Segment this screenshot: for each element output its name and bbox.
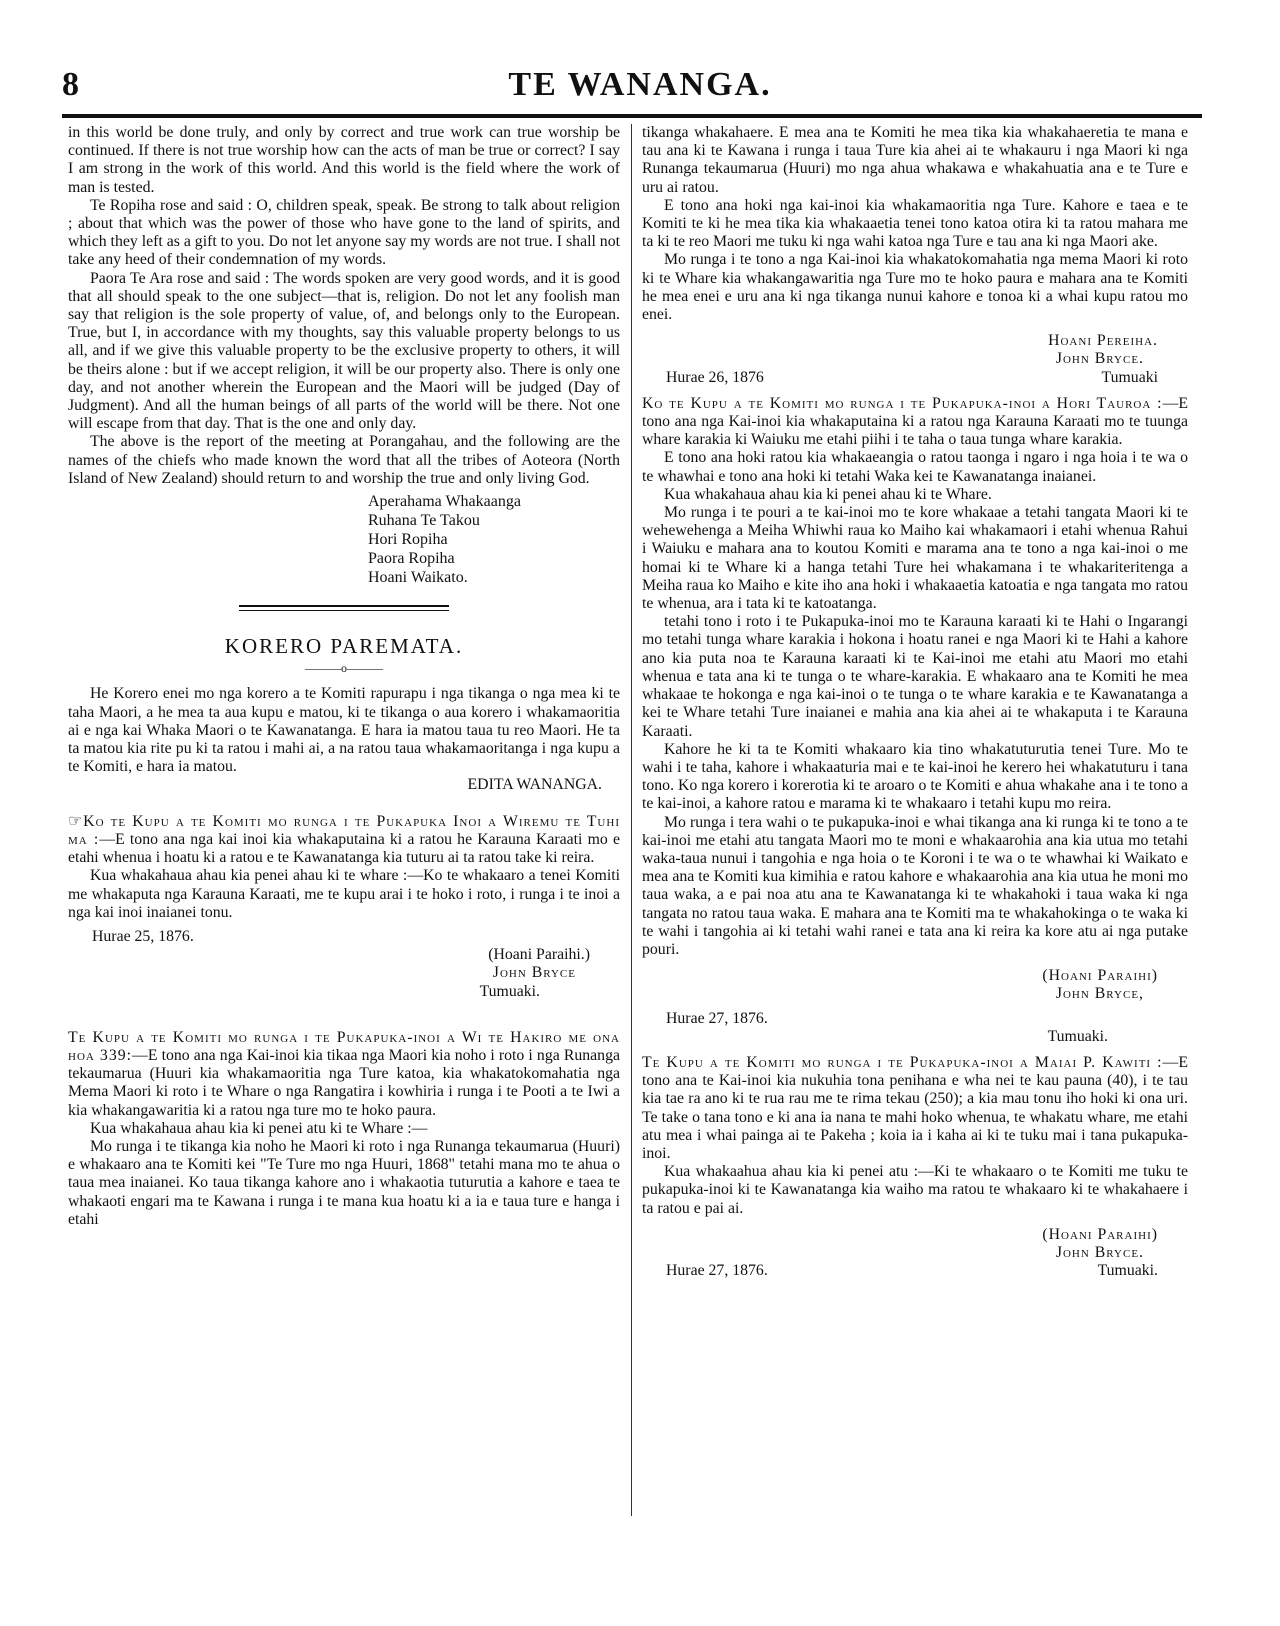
signature-3-date: Hurae 27, 1876. xyxy=(666,1262,768,1280)
report-2-paragraph-2: Kua whakahaua ahau kia ki penei atu ki te Whare :— xyxy=(90,1119,428,1137)
page-number: 8 xyxy=(62,66,79,103)
report-1-signature: (Hoani Paraihi.) xyxy=(488,946,590,964)
signature-2-name: (Hoani Paraihi) xyxy=(1042,967,1158,985)
signature-2-title: Tumuaki. xyxy=(1047,1027,1108,1045)
signature-3-name-2: John Bryce. xyxy=(1055,1243,1144,1261)
section-title: KORERO PAREMATA. xyxy=(224,634,464,659)
signature-1-name-2: John Bryce. xyxy=(1055,350,1144,368)
report-4-body: —E tono ana te Kai-inoi kia nukuhia tona penihana e wha nei te kau pauna (40), i te tau kia tae ra ano ki te rua rau me te rima tekau (250); a kia mau tonu iho hoki ki ona uri. Te take o tana tono e ki ana ia nana te mahi hoko whenua, te whakatu whare, me etahi atu mea i whai painga ai te Pakeha ; koia ia i kaha ai ki te tuku mai i tana pukapuka-inoi. xyxy=(642,1053,1188,1162)
signer-name: Aperahama Whakaanga xyxy=(368,493,521,511)
header-rule xyxy=(62,114,1202,118)
signature-1-line xyxy=(642,369,1188,387)
report-4-paragraph-2: Kua whakaahua ahau kia ki penei atu :—Ki te whakaaro o te Komiti me tuku te pukapuka-inoi ki te Kawanatanga kia waiho ma ratou te whakaaro ki te whakahaere i ta ratou e pai ai. xyxy=(642,1163,1188,1217)
section-divider xyxy=(239,605,449,611)
report-3-body: —E tono ana nga Kai-inoi kia whakaputaina ki a ratou nga Karauna Karaati mo te tuunga whare karakia ki Waiuku me etahi piihi i te taha o taua tunga whare karakia. xyxy=(642,394,1188,449)
signature-2-name-2: John Bryce, xyxy=(1055,985,1144,1003)
report-2-body: —E tono ana nga Kai-inoi kia tikaa nga Maori kia noho i roto i nga Runanga tekaumarua (Huuri kia whakamaoritia nga Ture katoa, kia whakatokomahatia nga Mema Maori ki roto i te Whare o nga Rangatira i kowhiria i runga i te Pooti a te Iwi a kia whakangawaritia ki a ratou nga ture mo te hoko paura. xyxy=(68,1046,620,1119)
left-paragraph-4: The above is the report of the meeting at Porangahau, and the following are the names of the chiefs who made known the word that all the tribes of Aoteora (North Island of New Zealand) should return to and worship the true and only living God. xyxy=(68,433,620,487)
editor-signature: EDITA WANANGA. xyxy=(467,776,602,794)
report-3-paragraph-4: Mo runga i te pouri a te kai-inoi mo te kore whakaae a tetahi tangata Maori ki te wehewehenga a Meiha Whiwhi raua ko Maiho kai whakamaori i etahi whenua Rahui i Waiuku e mahara ana to koutou Komiti e marama ana te tono a nga kai-inoi o me homai ki te Whare ki a hanga tetahi Ture hei whakamana i te whakariteritenga a Meiha raua ko Maiho e kite iho ana hoki i whakaaetia katoatia e nga tangata mo ratou te whenua, ara i tata ki te katoatanga. xyxy=(642,504,1188,613)
signers-list xyxy=(368,492,620,587)
report-3-paragraph-2: E tono ana hoki ratou kia whakaeangia o ratou taonga i ngaro i nga hoia i te wa o te whawhai e tono ana hoki ki tetahi Waka kei te Kawanatanga inaianei. xyxy=(642,449,1188,485)
masthead: TE WANANGA. xyxy=(508,66,772,103)
right-paragraph-3: Mo runga i te tono a nga Kai-inoi kia whakatokomahatia nga mema Maori ki roto ki te Whare kia whakangawaritia nga Ture mo te hoko paura e mahara ana te Komiti he mea enei e uru ana ki nga tikanga nunui kahore e tonoa ki a whai kupu ratou mo enei. xyxy=(642,251,1188,324)
signer-name: Paora Ropiha xyxy=(368,550,455,568)
report-2-paragraph-3: Mo runga i te tikanga kia noho he Maori ki roto i nga Runanga tekaumarua (Huuri) e whakaaro ana te Komiti kei "Te Ture mo nga Huuri, 1868" tetahi mana mo te ahua o taua mea inaianei. Ko taua tikanga kahore ano i whakaotia tuturutia a kahore e taea te whakaoti engari ma te Kawana i runga i te mana kua hoatu ki a ia e taua ture e hanga i etahi xyxy=(68,1137,620,1228)
column-divider xyxy=(631,124,632,1516)
report-1-paragraph: Kua whakahaua ahau kia penei ahau ki te whare :—Ko te whakaaro a tenei Komiti me whakaputa nga Karauna Karaati, me te kupu arai i te hoko i roto, i runga i te inoi a nga kai inoi inaianei tonu. xyxy=(68,867,620,921)
report-4-heading: Te Kupu a te Komiti mo runga i te Pukapuka-inoi a Maiai P. Kawiti : xyxy=(642,1053,1163,1071)
signer-name: Ruhana Te Takou xyxy=(368,512,480,530)
signature-1-name: Hoani Pereiha. xyxy=(1048,332,1158,350)
signature-2-date: Hurae 27, 1876. xyxy=(666,1009,768,1027)
report-1-date: Hurae 25, 1876. xyxy=(92,927,194,945)
right-paragraph-1: tikanga whakahaere. E mea ana te Komiti he mea tika kia whakahaeretia te mana e tau ana ki te Kawana i runga i taua Ture kia ahei ai te whakauru i nga Maori ki nga Runanga tekaumarua (Huuri) mo nga ahua whakawa e whakahuatia ana e te Ture e uru ai ratou. xyxy=(642,124,1188,196)
left-column xyxy=(68,124,620,1229)
intro-paragraph: He Korero enei mo nga korero a te Komiti rapurapu i nga tikanga o nga mea ki te taha Maori, a he mea ta aua kupu e matou, ki te tikanga o aua korero i whakamaoritia ai e nga kai Whaka Maori o te Kawanatanga. E hara ia matou taua tu reo Maori. He ta ta matou kia rite pu ki ta ratou i mahi ai, a na ratou taua whakamaoritanga i nga kupu a te Komiti, e hara ia matou. xyxy=(68,685,620,776)
right-paragraph-2: E tono ana hoki nga kai-inoi kia whakamaoritia nga Ture. Kahore e taea e te Komiti te ki he mea tika kia whakaaetia tenei tono katoa otira ki ta ratou mahara me ta ki te reo Maori me tuku ki nga wahi katoa nga Ture e tau ana ki nga Maori ake. xyxy=(642,196,1188,251)
right-column xyxy=(642,124,1188,1280)
report-2-heading: Te Kupu a te Komiti mo runga i te Pukapuka-inoi a Wi te Hakiro me ona hoa 339: xyxy=(68,1028,620,1064)
signer-name: Hori Ropiha xyxy=(368,531,448,549)
left-paragraph-1: in this world be done truly, and only by correct and true work can true worship be continued. If there is not true worship how can the acts of man be true or correct? I say I am strong in the work of this world. And this world is the field where the work of man is tested. xyxy=(68,124,620,196)
report-3-heading: Ko te Kupu a te Komiti mo runga i te Pukapuka-inoi a Hori Tauroa : xyxy=(642,394,1163,412)
signature-1-title: Tumuaki xyxy=(1101,368,1158,386)
signer-name: Hoani Waikato. xyxy=(368,569,468,587)
left-paragraph-3: Paora Te Ara rose and said : The words spoken are very good words, and it is good that all should speak to the one subject—that is, religion. Do not let any foolish man say that religion is the sole property of value, of, and belongs only to the European. True, but I, in accordance with my thoughts, say this valuable property belongs to us all, and if we give this valuable property to be the exclusive property to others, it will be theirs alone : but if we accept religion, it will be our property also. There is only one day, and not another wherein the European and the Maori will be judged (Day of Judgment). And all the human beings of all parts of the world will be there. Not one will escape from that day. That is the one and only day. xyxy=(68,269,620,433)
left-paragraph-2: Te Ropiha rose and said : O, children speak, speak. Be strong to talk about religion ; about that which was the power of those who have gone to the land of spirits, and which they left as a gift to you. Do not let anyone say my words are not true. I shall not take any heed of their condemnation of my words. xyxy=(68,196,620,269)
report-1-title: Tumuaki. xyxy=(479,982,540,1000)
signature-3-title: Tumuaki. xyxy=(1097,1262,1158,1280)
signature-1-date: Hurae 26, 1876 xyxy=(666,368,764,386)
report-1-heading: ☞Ko te Kupu a te Komiti mo runga i te Pukapuka Inoi a Wiremu te Tuhi ma : xyxy=(68,812,620,848)
report-3-paragraph-5: tetahi tono i roto i te Pukapuka-inoi mo te Karauna karaati ki te Hahi o Ingarangi mo tetahi tunga whare karakia i hokona i hoatu ranei e nga Maori ki te Hahi a kahore ano kia puta noa te Karauna karaati ki te Kai-inoi me etahi atu Maori mo etahi whenua e tata ana ki te tunga o te whare-karakia. E whakaaro ana te Komiti he mea whakaae te hokonga e nga kai-inoi o te tunga o te whare karakia e te Kawanatanga a kei te Whare tetahi Ture inaianei e mahia ana kia ahei ai te whakaputa i te Karauna Karaati. xyxy=(642,613,1188,740)
signature-3-line xyxy=(642,1262,1188,1280)
signature-3-name: (Hoani Paraihi) xyxy=(1042,1225,1158,1243)
report-1-body: —E tono ana nga kai inoi kia whakaputaina ki a ratou he Karauna Karaati mo e etahi whenua i hoatu ki a ratou e te Kawanatanga kia tuturu ai ta ratou take ki reira. xyxy=(68,830,620,867)
report-3-paragraph-7: Mo runga i tera wahi o te pukapuka-inoi e whai tikanga ana ki runga ki te tono a te kai-inoi me etahi atu tangata Maori mo te moni e whakaarohia ana kia utua mo tetahi waka-taua nunui i tangohia e nga hoia o te Koroni i te wa o te whawhai ki Waikato e mea ana te Komiti kua kimihia e ratou kahore e whakaarohia ana kia utua he moni mo taua waka, a e pai noa atu ana te Kawanatanga ki te whakahoki i taua waka ki nga tangata no ratou taua waka. E mahara ana te Komiti ma te whakahokinga o te waka ki te wahi i tangohia ai ki tetahi wahi ranei e tata ana ki reira ka kore atu ai nga putake pouri. xyxy=(642,813,1188,958)
report-1-signature-2: John Bryce xyxy=(492,964,576,982)
report-3-paragraph-6: Kahore he ki ta te Komiti whakaaro kia tino whakatuturutia tenei Ture. Mo te wahi i te taha, kahore i whakaaturia mai e te kai-inoi he kerero hei whakatuturu i tana tono. Ko nga korero i korerotia ki te aroaro o te Komiti e ahua whakahe ana i te tono a te kai-inoi, a kahore ratou e marama ki te whakaaro i tetahi kupu mo reira. xyxy=(642,740,1188,813)
report-3-paragraph-3: Kua whakahaua ahau kia ki penei ahau ki te Whare. xyxy=(664,485,992,503)
title-ornament: ———o——— xyxy=(305,661,383,676)
